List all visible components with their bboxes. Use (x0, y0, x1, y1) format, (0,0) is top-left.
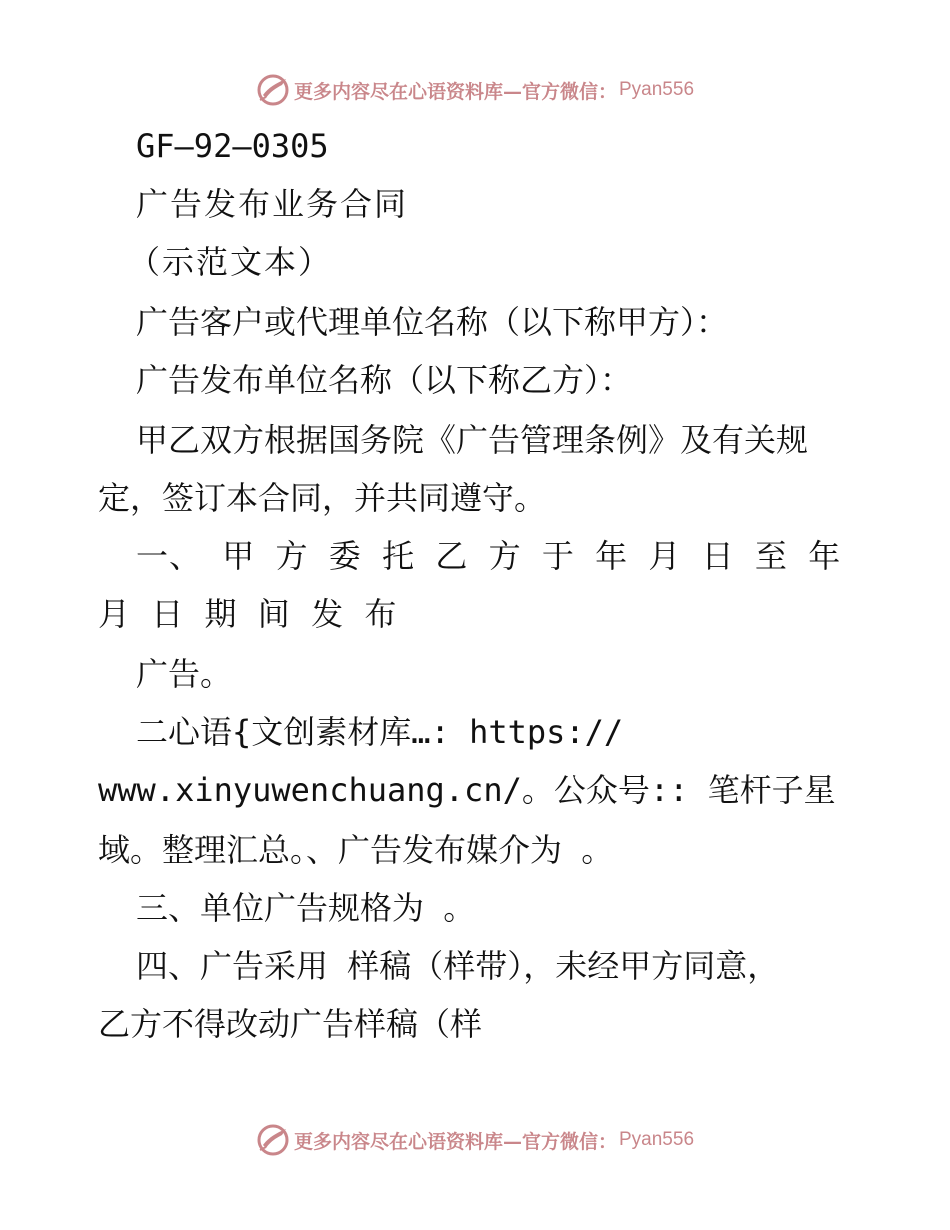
watermark-text: 更多内容尽在心语资料库—官方微信： (293, 1130, 617, 1153)
pen-logo-icon (256, 73, 290, 107)
document-title: 广告发布业务合同 (136, 185, 409, 223)
footer-watermark (0, 1120, 950, 1160)
party-b-line: 广告发布单位名称（以下称乙方）： (136, 361, 633, 399)
watermark-wechat-id: Pyan556 (619, 79, 695, 100)
preamble-line-1: 甲乙双方根据国务院《广告管理条例》及有关规 (136, 421, 809, 459)
clause-2-line-3: 域。整理汇总。、广告发布媒介为 。 (98, 831, 614, 869)
party-a-line: 广告客户或代理单位名称（以下称甲方）： (136, 303, 729, 341)
clause-1-line-1: 一、 甲 方 委 托 乙 方 于 年 月 日 至 年 (136, 537, 842, 575)
watermark-text: 更多内容尽在心语资料库—官方微信： (293, 80, 617, 103)
clause-4-line-2: 乙方不得改动广告样稿（样 (98, 1005, 483, 1043)
document-subtitle: （示范文本） (128, 243, 333, 281)
clause-1-line-3: 广告。 (136, 655, 233, 693)
watermark-wechat-id: Pyan556 (619, 1129, 695, 1150)
header-watermark (0, 70, 950, 110)
preamble-line-2: 定，签订本合同，并共同遵守。 (98, 479, 547, 517)
clause-2-line-2: www.xinyuwenchuang.cn/。公众号:: 笔杆子星 (98, 771, 836, 809)
clause-2-line-1: 二心语{文创素材库…: https:// (136, 713, 624, 751)
clause-1-line-2: 月 日 期 间 发 布 (98, 595, 398, 633)
pen-logo-icon (256, 1123, 290, 1157)
clause-3-line: 三、单位广告规格为 。 (136, 889, 476, 927)
contract-code: GF—92—0305 (136, 127, 329, 165)
clause-4-line-1: 四、广告采用 样稿（样带），未经甲方同意， (136, 947, 780, 985)
